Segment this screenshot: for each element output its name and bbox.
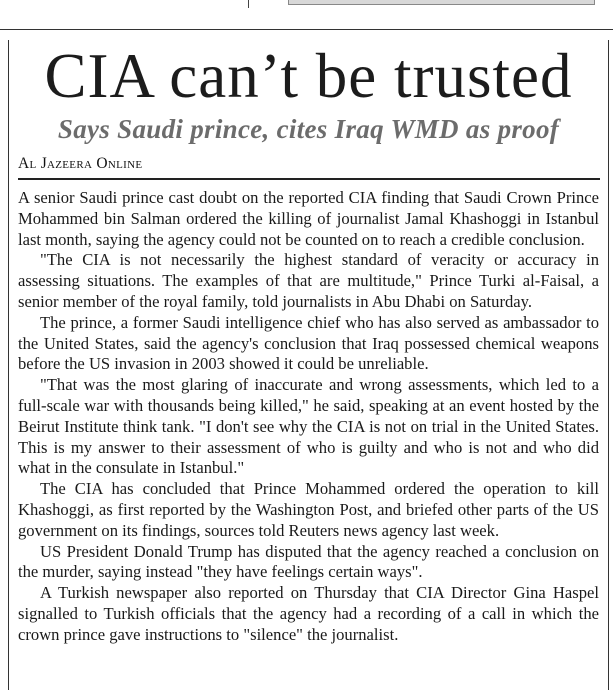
column-divider [248,0,249,8]
byline: Al Jazeera Online [18,155,143,172]
article-body [18,188,599,646]
left-column-rule [8,40,9,690]
previous-section-strip [0,0,613,30]
article [18,40,599,646]
paragraph: A senior Saudi prince cast doubt on the reported CIA finding that Saudi Crown Prince Mohammed bin Salman ordered the killing of journalist Jamal Khashoggi in Istanbul last month, saying the agency could not be counted on to reach a credible conclusion. [18,188,599,249]
paragraph: "That was the most glaring of inaccurate and wrong assessments, which led to a full-scale war with thousands being killed," he said, speaking at an event hosted by the Beirut Institute think tank. "I don't see why the CIA is not on trial in the United States. This is my answer to their assessment of who is guilty and who is not and who did what in the consulate in Istanbul." [18,375,599,478]
paragraph: "The CIA is not necessarily the highest standard of veracity or accuracy in assessing situations. The examples of that are multitude," Prince Turki al-Faisal, a senior member of the royal family, told journalists in Abu Dhabi on Saturday. [18,250,599,311]
right-column-rule [608,40,609,690]
paragraph: A Turkish newspaper also reported on Thursday that CIA Director Gina Haspel signalled to Turkish officials that the agency had a recording of a call in which the crown prince gave instructions to "silence" the journalist. [18,583,599,644]
subheadline: Says Saudi prince, cites Iraq WMD as proof [57,114,560,144]
byline-rule [18,178,600,180]
paragraph: The CIA has concluded that Prince Mohammed ordered the operation to kill Khashoggi, as first reported by the Washington Post, and briefed other parts of the US government on its findings, sources told Reuters news agency last week. [18,479,599,540]
section-divider [0,29,613,30]
headline: CIA can’t be trusted [44,41,573,111]
paragraph: US President Donald Trump has disputed that the agency reached a conclusion on the murder, saying instead "they have feelings certain ways". [18,541,599,582]
photo-edge [288,0,595,5]
paragraph: The prince, a former Saudi intelligence chief who has also served as ambassador to the United States, said the agency's conclusion that Iraq possessed chemical weapons before the US invasion in 2003 showed it could be unreliable. [18,312,599,374]
